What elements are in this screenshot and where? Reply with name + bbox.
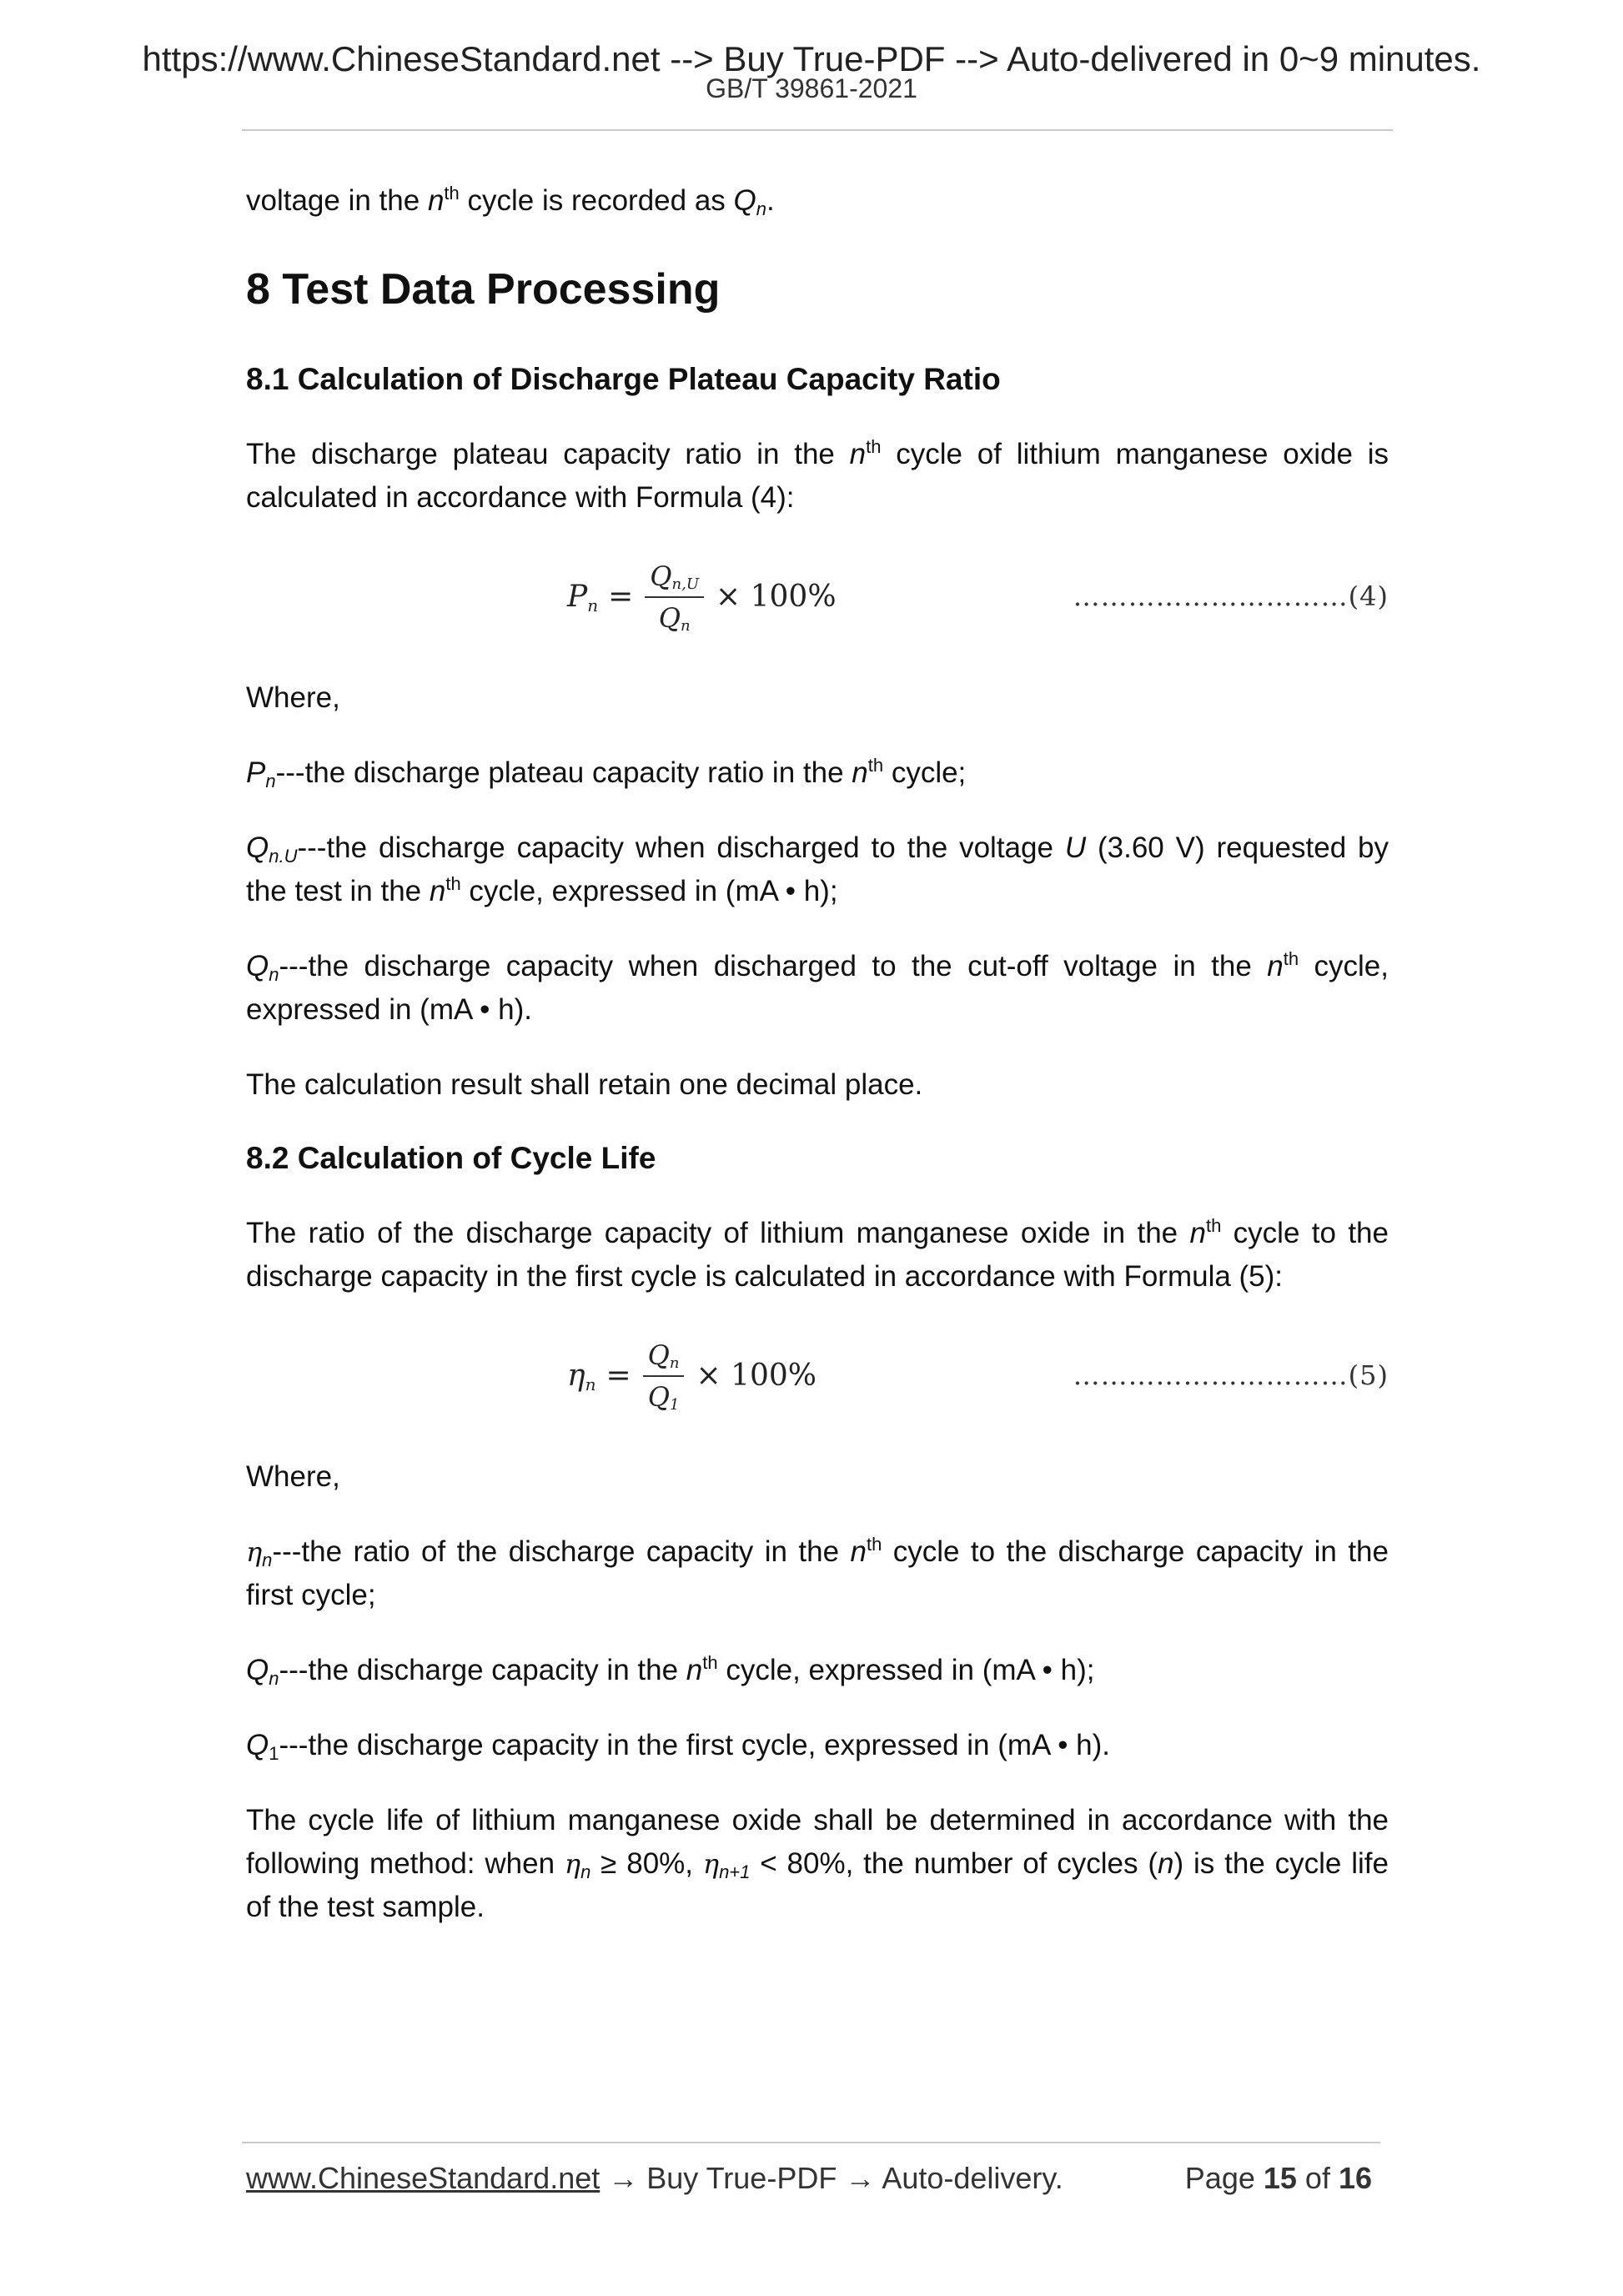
page-number: Page 15 of 16 <box>1184 2161 1372 2195</box>
paragraph-8-1-intro: The discharge plateau capacity ratio in the $n^{th}$ cycle of lithium manganese oxide is calculated in accordance with Formula (4): <box>246 436 1389 514</box>
header-banner: https://www.ChineseStandard.net --> Buy True-PDF --> Auto-delivered in 0~9 minutes. <box>142 39 1481 78</box>
formula-5 <box>246 1330 1389 1422</box>
subsection-title-8-1: 8.1 Calculation of Discharge Plateau Capacity Ratio <box>246 362 1001 396</box>
footer-site-link[interactable]: www.ChineseStandard.net <box>246 2161 600 2195</box>
footer-divider <box>242 2142 1380 2143</box>
document-id: GB/T 39861-2021 <box>706 73 917 103</box>
formula-5-number: …………………………(5) <box>1073 1359 1389 1391</box>
formula-4 <box>246 551 1389 643</box>
intro-paragraph: voltage in the $n^{th}$ cycle is recorded as $Q_n$. <box>246 183 775 219</box>
footer-tagline: → Buy True-PDF → Auto-delivery. <box>600 2161 1063 2195</box>
page-footer <box>246 2160 1380 2197</box>
formula-4-expression: $P_n$ = $\frac{Q_{n,U}}{Q_n}$ × 100% <box>567 560 837 635</box>
header-divider <box>242 129 1393 131</box>
where-label-8-2: Where, <box>246 1460 340 1493</box>
formula-4-number: …………………………(4) <box>1073 580 1389 612</box>
calculation-result-note: The calculation result shall retain one decimal place. <box>246 1068 923 1101</box>
page-content <box>246 179 1389 1961</box>
cycle-life-rule: The cycle life of lithium manganese oxide shall be determined in accordance with the following method: when $\eta_n \ge 80\%$, $\eta_{n+1} < 80\%$, the number of cycles (n) is the cycle life of the test sample. <box>246 1804 1389 1923</box>
definition-qnu: $Q_{n.U}--$-the discharge capacity when discharged to the voltage U (3.60 V) requested by the test in the $n^{th}$ cycle, expressed in (mA • h); <box>246 831 1389 907</box>
definition-pn: $P_n--$-the discharge plateau capacity ratio in the $n^{th}$ cycle; <box>246 755 967 791</box>
definition-q1: $Q_1--$-the discharge capacity in the first cycle, expressed in (mA • h). <box>246 1729 1111 1764</box>
paragraph-8-2-intro: The ratio of the discharge capacity of lithium manganese oxide in the $n^{th}$ cycle to the discharge capacity in the first cycle is calculated in accordance with Formula (5): <box>246 1215 1389 1293</box>
definition-qn: $Q_n--$-the discharge capacity when discharged to the cut-off voltage in the $n^{th}$ cycle, expressed in (mA • h). <box>246 948 1389 1026</box>
definition-qn-8-2: $Q_n--$-the discharge capacity in the $n^{th}$ cycle, expressed in (mA • h); <box>246 1652 1095 1689</box>
formula-5-fraction: $\frac{Q_n}{Q_1}$ <box>643 1339 685 1414</box>
formula-5-expression: $\eta_n$ = $\frac{Q_n}{Q_1}$ × 100% <box>567 1339 817 1414</box>
formula-4-fraction: $\frac{Q_{n,U}}{Q_n}$ <box>645 560 704 635</box>
section-title: 8 Test Data Processing <box>246 265 721 314</box>
where-label-8-1: Where, <box>246 681 340 714</box>
definition-eta-n: $\eta_n--$-the ratio of the discharge capacity in the $n^{th}$ cycle to the discharge capacity in the first cycle; <box>246 1534 1389 1611</box>
subsection-title-8-2: 8.2 Calculation of Cycle Life <box>246 1141 656 1175</box>
